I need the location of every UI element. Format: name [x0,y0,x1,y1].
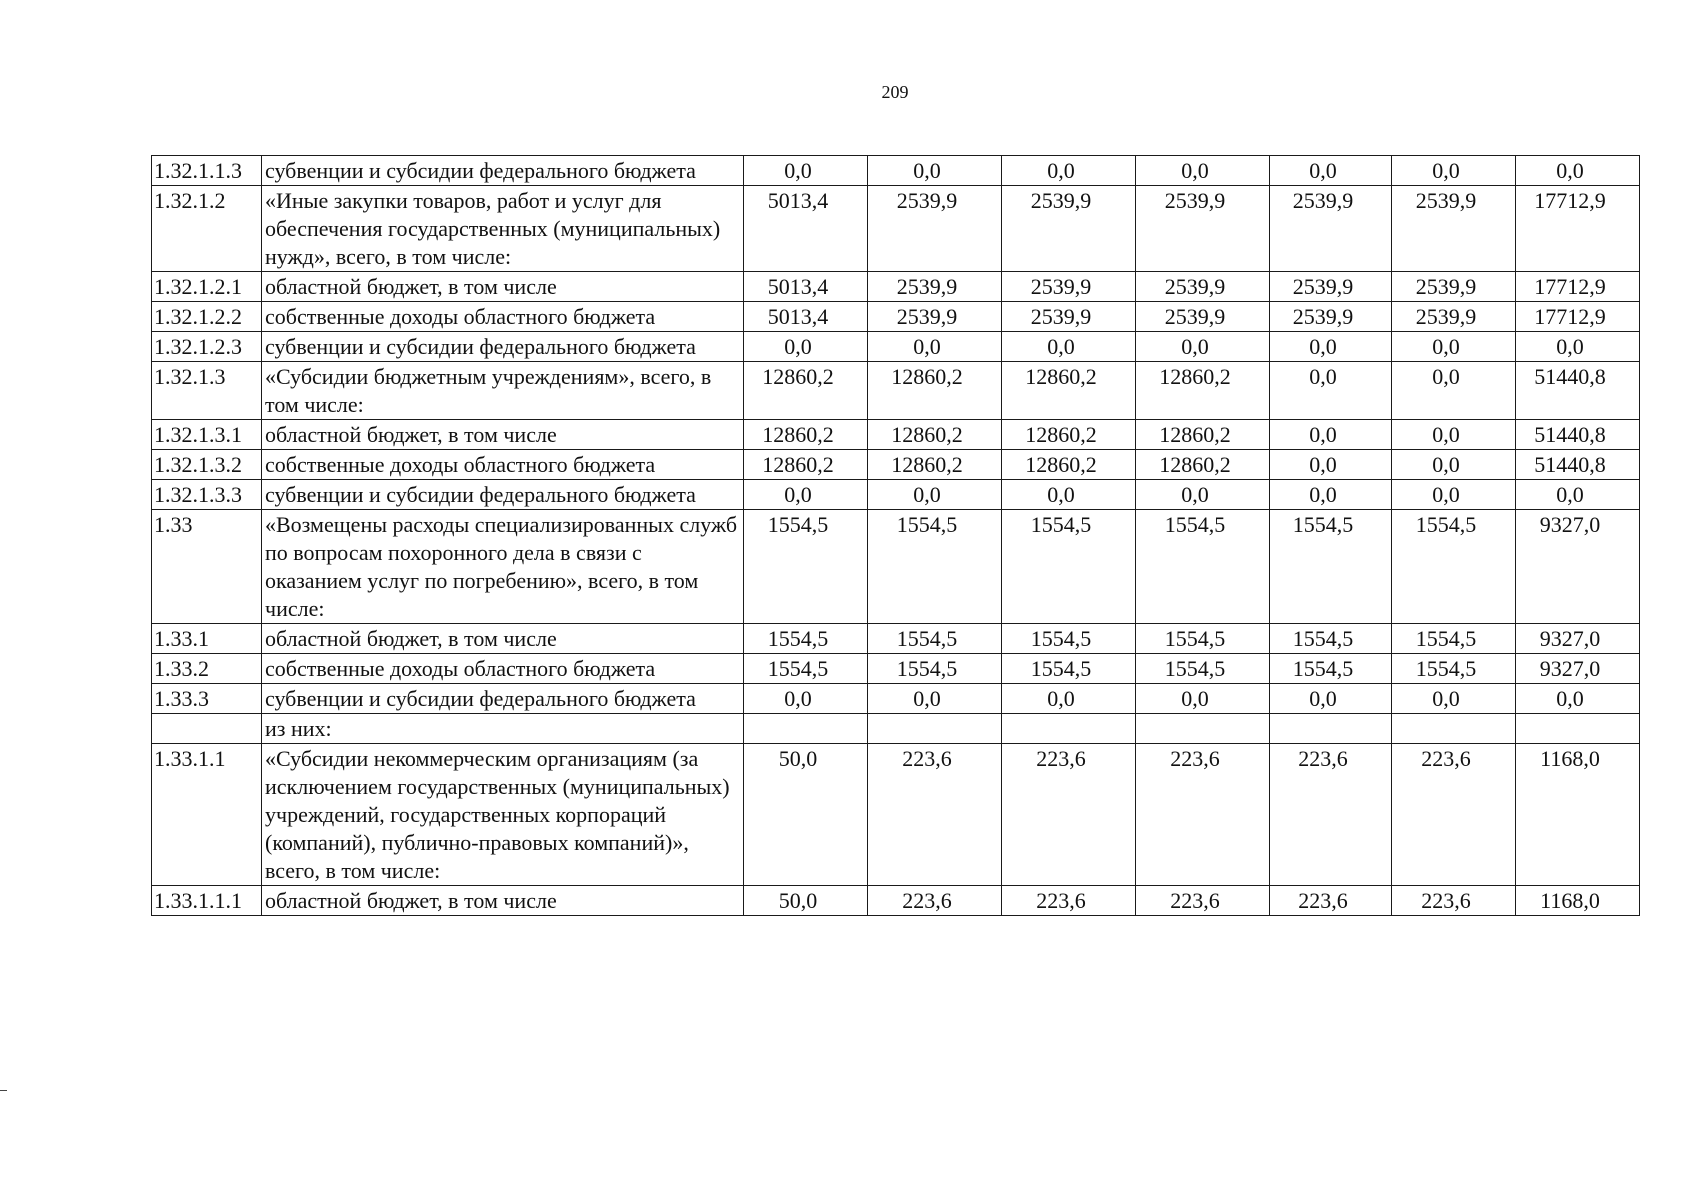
value-cell-col-2: 1554,5 [868,624,1002,654]
value-cell-col-1: 12860,2 [744,450,868,480]
value-cell-col-5 [1270,714,1392,744]
value-cell-col-3: 223,6 [1002,744,1136,886]
value-cell-col-4: 0,0 [1136,156,1270,186]
row-description-cell: «Иные закупки товаров, работ и услуг для обеспечения государственных (муниципальных) нужд», всего, в том числе: [262,186,744,272]
row-code-cell [152,714,262,744]
value-cell-col-3 [1002,714,1136,744]
table-row [152,624,1640,654]
table-row [152,480,1640,510]
value-cell-col-4: 1554,5 [1136,624,1270,654]
table-row [152,420,1640,450]
value-cell-col-6: 1554,5 [1392,654,1516,684]
value-cell-col-3: 0,0 [1002,332,1136,362]
value-cell-col-2: 0,0 [868,480,1002,510]
value-cell-col-3: 12860,2 [1002,450,1136,480]
value-cell-col-4: 0,0 [1136,332,1270,362]
value-cell-col-3: 12860,2 [1002,420,1136,450]
value-cell-col-5: 2539,9 [1270,186,1392,272]
value-cell-col-7: 51440,8 [1516,362,1640,420]
value-cell-col-2: 0,0 [868,684,1002,714]
row-code-cell: 1.32.1.1.3 [152,156,262,186]
value-cell-col-7: 9327,0 [1516,654,1640,684]
value-cell-col-6: 0,0 [1392,332,1516,362]
table-row [152,744,1640,886]
row-description-cell: собственные доходы областного бюджета [262,450,744,480]
table-row [152,714,1640,744]
row-description-cell: областной бюджет, в том числе [262,272,744,302]
value-cell-col-1: 5013,4 [744,302,868,332]
value-cell-col-2: 1554,5 [868,510,1002,624]
row-description-cell: субвенции и субсидии федерального бюджета [262,684,744,714]
row-code-cell: 1.32.1.3.1 [152,420,262,450]
value-cell-col-7: 0,0 [1516,684,1640,714]
value-cell-col-1: 0,0 [744,684,868,714]
row-description-cell: субвенции и субсидии федерального бюджета [262,480,744,510]
value-cell-col-2 [868,714,1002,744]
value-cell-col-3: 223,6 [1002,886,1136,916]
value-cell-col-6: 0,0 [1392,420,1516,450]
row-code-cell: 1.32.1.3 [152,362,262,420]
value-cell-col-4: 0,0 [1136,480,1270,510]
value-cell-col-2: 12860,2 [868,450,1002,480]
table-row [152,332,1640,362]
value-cell-col-5: 0,0 [1270,480,1392,510]
value-cell-col-1: 50,0 [744,744,868,886]
value-cell-col-1: 5013,4 [744,186,868,272]
row-code-cell: 1.32.1.2.1 [152,272,262,302]
value-cell-col-5: 0,0 [1270,684,1392,714]
value-cell-col-7: 1168,0 [1516,886,1640,916]
value-cell-col-1: 1554,5 [744,510,868,624]
value-cell-col-4: 223,6 [1136,744,1270,886]
value-cell-col-3: 0,0 [1002,684,1136,714]
row-code-cell: 1.33.1.1 [152,744,262,886]
value-cell-col-4: 1554,5 [1136,654,1270,684]
value-cell-col-2: 0,0 [868,156,1002,186]
value-cell-col-1: 5013,4 [744,272,868,302]
value-cell-col-6: 0,0 [1392,684,1516,714]
value-cell-col-2: 12860,2 [868,420,1002,450]
value-cell-col-1: 0,0 [744,480,868,510]
value-cell-col-5: 0,0 [1270,450,1392,480]
value-cell-col-6: 223,6 [1392,744,1516,886]
value-cell-col-3: 1554,5 [1002,654,1136,684]
value-cell-col-7 [1516,714,1640,744]
row-description-cell: областной бюджет, в том числе [262,886,744,916]
value-cell-col-5: 2539,9 [1270,272,1392,302]
table-row [152,886,1640,916]
scan-edge-mark [0,1090,7,1091]
value-cell-col-1: 12860,2 [744,420,868,450]
value-cell-col-4: 12860,2 [1136,362,1270,420]
value-cell-col-3: 0,0 [1002,156,1136,186]
value-cell-col-4: 223,6 [1136,886,1270,916]
value-cell-col-5: 1554,5 [1270,654,1392,684]
value-cell-col-6: 2539,9 [1392,272,1516,302]
table-row [152,362,1640,420]
row-description-cell: областной бюджет, в том числе [262,420,744,450]
row-code-cell: 1.33.3 [152,684,262,714]
value-cell-col-6: 1554,5 [1392,624,1516,654]
value-cell-col-2: 0,0 [868,332,1002,362]
value-cell-col-4: 12860,2 [1136,420,1270,450]
value-cell-col-6: 0,0 [1392,362,1516,420]
row-code-cell: 1.32.1.2.3 [152,332,262,362]
value-cell-col-4: 2539,9 [1136,272,1270,302]
row-description-cell: «Субсидии некоммерческим организациям (за исключением государственных (муниципальных) учреждений, государственных корпораций (компаний), публично-правовых компаний)», всего, в том числе: [262,744,744,886]
row-code-cell: 1.33 [152,510,262,624]
value-cell-col-5: 1554,5 [1270,624,1392,654]
value-cell-col-6: 2539,9 [1392,302,1516,332]
value-cell-col-4 [1136,714,1270,744]
value-cell-col-4: 2539,9 [1136,186,1270,272]
value-cell-col-7: 51440,8 [1516,420,1640,450]
value-cell-col-4: 0,0 [1136,684,1270,714]
row-description-cell: субвенции и субсидии федерального бюджета [262,156,744,186]
budget-table-container [151,155,1640,916]
value-cell-col-7: 9327,0 [1516,510,1640,624]
value-cell-col-4: 12860,2 [1136,450,1270,480]
row-description-cell: из них: [262,714,744,744]
value-cell-col-5: 223,6 [1270,886,1392,916]
table-row [152,684,1640,714]
value-cell-col-6: 1554,5 [1392,510,1516,624]
value-cell-col-1: 0,0 [744,156,868,186]
row-description-cell: субвенции и субсидии федерального бюджета [262,332,744,362]
row-code-cell: 1.32.1.2.2 [152,302,262,332]
table-body [152,156,1640,916]
table-row [152,654,1640,684]
table-row [152,302,1640,332]
row-description-cell: собственные доходы областного бюджета [262,302,744,332]
value-cell-col-7: 0,0 [1516,332,1640,362]
value-cell-col-2: 2539,9 [868,302,1002,332]
value-cell-col-1: 0,0 [744,332,868,362]
value-cell-col-1: 12860,2 [744,362,868,420]
row-description-cell: областной бюджет, в том числе [262,624,744,654]
table-row [152,156,1640,186]
value-cell-col-5: 0,0 [1270,332,1392,362]
table-row [152,510,1640,624]
value-cell-col-6: 0,0 [1392,480,1516,510]
value-cell-col-2: 223,6 [868,886,1002,916]
value-cell-col-2: 2539,9 [868,186,1002,272]
row-code-cell: 1.32.1.3.2 [152,450,262,480]
value-cell-col-5: 1554,5 [1270,510,1392,624]
value-cell-col-7: 0,0 [1516,156,1640,186]
value-cell-col-6: 223,6 [1392,886,1516,916]
value-cell-col-5: 223,6 [1270,744,1392,886]
value-cell-col-3: 2539,9 [1002,186,1136,272]
row-code-cell: 1.33.1.1.1 [152,886,262,916]
value-cell-col-6: 2539,9 [1392,186,1516,272]
value-cell-col-5: 0,0 [1270,362,1392,420]
value-cell-col-7: 17712,9 [1516,302,1640,332]
value-cell-col-7: 51440,8 [1516,450,1640,480]
value-cell-col-2: 12860,2 [868,362,1002,420]
value-cell-col-6 [1392,714,1516,744]
value-cell-col-3: 12860,2 [1002,362,1136,420]
row-code-cell: 1.32.1.3.3 [152,480,262,510]
value-cell-col-5: 0,0 [1270,156,1392,186]
value-cell-col-3: 1554,5 [1002,624,1136,654]
value-cell-col-1: 1554,5 [744,654,868,684]
value-cell-col-2: 1554,5 [868,654,1002,684]
value-cell-col-7: 1168,0 [1516,744,1640,886]
value-cell-col-4: 2539,9 [1136,302,1270,332]
value-cell-col-5: 2539,9 [1270,302,1392,332]
value-cell-col-1: 1554,5 [744,624,868,654]
value-cell-col-6: 0,0 [1392,156,1516,186]
value-cell-col-2: 2539,9 [868,272,1002,302]
page-number: 209 [881,82,909,102]
row-code-cell: 1.33.1 [152,624,262,654]
value-cell-col-7: 9327,0 [1516,624,1640,654]
value-cell-col-5: 0,0 [1270,420,1392,450]
row-code-cell: 1.33.2 [152,654,262,684]
value-cell-col-7: 17712,9 [1516,186,1640,272]
row-description-cell: собственные доходы областного бюджета [262,654,744,684]
value-cell-col-3: 0,0 [1002,480,1136,510]
value-cell-col-3: 1554,5 [1002,510,1136,624]
value-cell-col-4: 1554,5 [1136,510,1270,624]
row-code-cell: 1.32.1.2 [152,186,262,272]
value-cell-col-3: 2539,9 [1002,302,1136,332]
value-cell-col-1 [744,714,868,744]
table-row [152,450,1640,480]
value-cell-col-7: 0,0 [1516,480,1640,510]
value-cell-col-2: 223,6 [868,744,1002,886]
value-cell-col-1: 50,0 [744,886,868,916]
row-description-cell: «Субсидии бюджетным учреждениям», всего, в том числе: [262,362,744,420]
value-cell-col-3: 2539,9 [1002,272,1136,302]
table-row [152,272,1640,302]
table-row [152,186,1640,272]
value-cell-col-6: 0,0 [1392,450,1516,480]
value-cell-col-7: 17712,9 [1516,272,1640,302]
budget-table [151,155,1640,916]
row-description-cell: «Возмещены расходы специализированных служб по вопросам похоронного дела в связи с оказанием услуг по погребению», всего, в том числе: [262,510,744,624]
